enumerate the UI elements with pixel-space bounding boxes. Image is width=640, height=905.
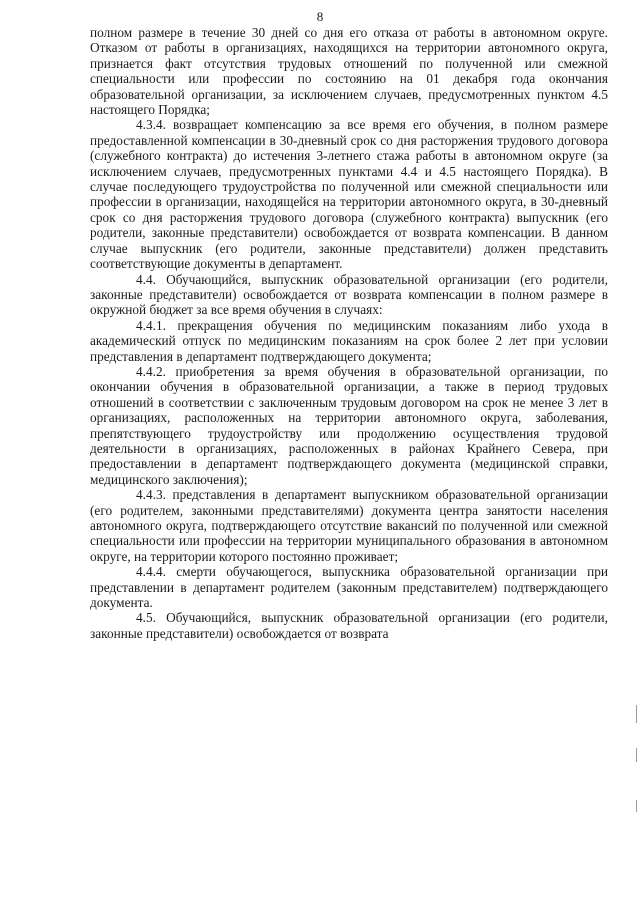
paragraph-4-4-2: 4.4.2. приобретения за время обучения в образовательной организации, по окончании обучения в образовательной организации, а также в период трудовых отношений в соответствии с заключенным трудовым договором на срок не менее 3 лет в организациях, расположенных на территории автономного округа, заболевания, препятствующего трудоустройству или продолжению осуществления трудовой деятельности в организациях, расположенных в районах Крайнего Севера, при предоставлении в департамент подтверждающего документа (медицинской справки, медицинского заключения); bbox=[90, 363, 608, 487]
scan-edge-mark bbox=[636, 800, 637, 812]
scan-edge-mark bbox=[636, 748, 637, 762]
scan-edge-mark bbox=[636, 705, 637, 723]
page-number: 8 bbox=[316, 9, 324, 24]
paragraph-4-4-3: 4.4.3. представления в департамент выпускником образовательной организации (его родителем, законными представителями) документа центра занятости населения автономного округа, подтверждающего отсутствие вакансий по полученной или смежной специальности или профессии на территории муниципального образования в автономном округе, на территории которого постоянно проживает; bbox=[90, 487, 608, 564]
paragraph-4-5: 4.5. Обучающийся, выпускник образовательной организации (его родители, законные представители) освобождается от возврата bbox=[90, 610, 608, 641]
paragraph-4-4-1: 4.4.1. прекращения обучения по медицинским показаниям либо ухода в академический отпуск по медицинским показаниям на срок более 2 лет при условии представления в департамент подтверждающего документа; bbox=[90, 317, 608, 364]
paragraph-4-3-4: 4.3.4. возвращает компенсацию за все время его обучения, в полном размере предоставленной компенсации в 30-дневный срок со дня расторжения трудового договора (служебного контракта) до истечения 3-летнего стажа работы в автономном округе (за исключением случаев, предусмотренных пунктами 4.4 и 4.5 настоящего Порядка). В случае последующего трудоустройства по полученной или смежной специальности или профессии в организации, находящейся на территории автономного округа, в 30-дневный срок со дня расторжения трудового договора (служебного контракта) выпускник (его родители, законные представители) освобождается от возврата компенсации. В данном случае выпускник (его родители, законные представители) должен представить соответствующие документы в департамент. bbox=[90, 117, 608, 272]
document-body bbox=[90, 25, 608, 641]
paragraph-4-4-4: 4.4.4. смерти обучающегося, выпускника образовательной организации при представлении в департамент родителем (законным представителем) подтверждающего документа. bbox=[90, 564, 608, 611]
paragraph-4-4: 4.4. Обучающийся, выпускник образовательной организации (его родители, законные представители) освобождается от возврата компенсации в полном размере в окружной бюджет за все время обучения в случаях: bbox=[90, 271, 608, 318]
paragraph-continuation: полном размере в течение 30 дней со дня его отказа от работы в автономном округе. Отказом от работы в организациях, находящихся на территории автономного округа, признается факт отсутствия трудовых отношений по полученной или смежной специальности или профессии по состоянию на 01 декабря года окончания образовательной организации, за исключением случаев, предусмотренных пунктом 4.5 настоящего Порядка; bbox=[90, 25, 608, 118]
